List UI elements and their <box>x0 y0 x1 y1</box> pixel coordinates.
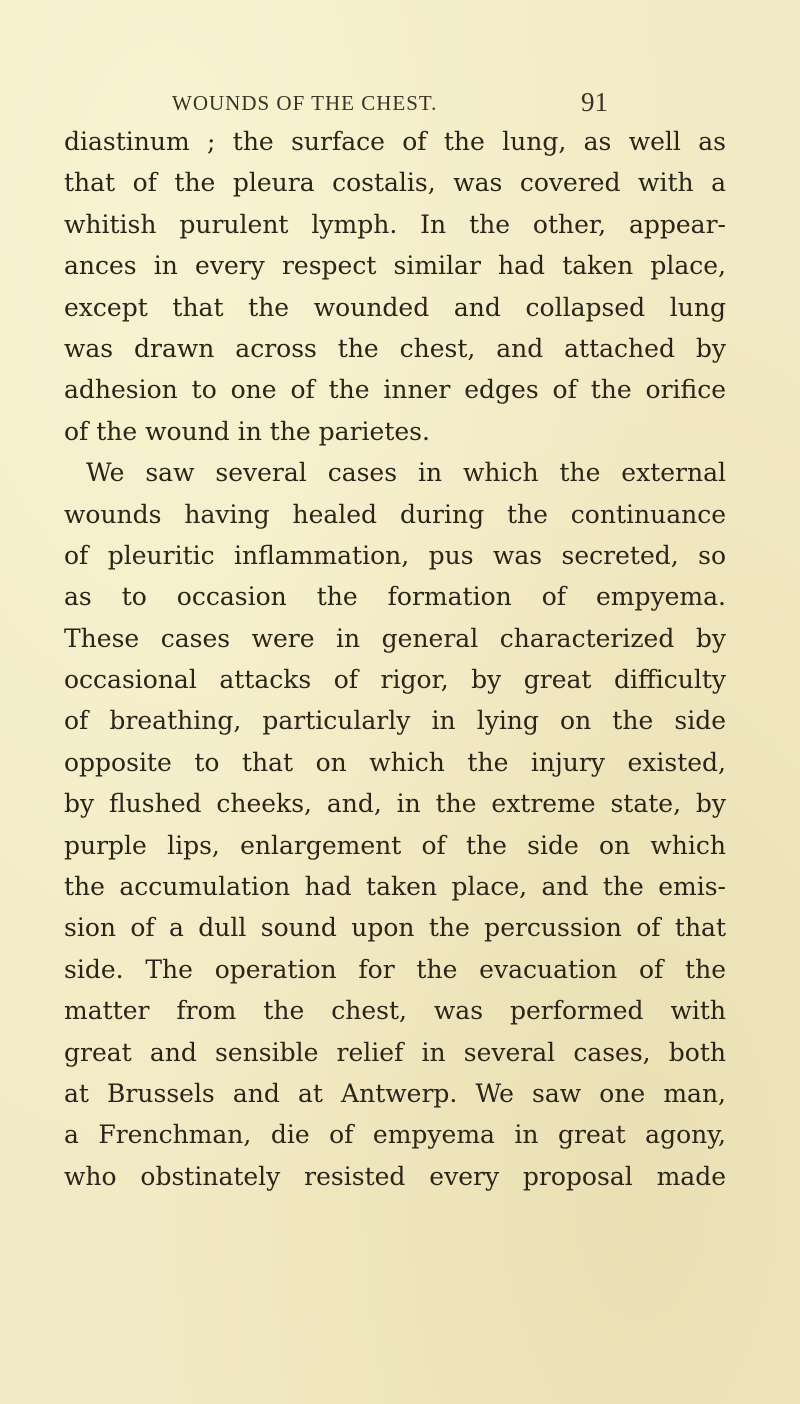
text-line: whitish purulent lymph. In the other, appear- <box>64 209 726 239</box>
paragraph-end-line: of the wound in the parietes. <box>64 416 430 446</box>
text-line: wounds having healed during the continuance <box>64 499 726 529</box>
page-number: 91 <box>581 87 608 117</box>
header-title: WOUNDS OF THE CHEST. <box>172 91 438 115</box>
text-line: matter from the chest, was performed with <box>64 996 726 1026</box>
body-text <box>64 121 726 1197</box>
text-line: side. The operation for the evacuation of the <box>64 954 726 984</box>
text-line: opposite to that on which the injury existed, <box>64 747 726 777</box>
text-line: except that the wounded and collapsed lung <box>64 292 726 322</box>
text-line: occasional attacks of rigor, by great difficulty <box>64 665 726 695</box>
text-line: was drawn across the chest, and attached by <box>64 333 726 363</box>
text-line: adhesion to one of the inner edges of the orifice <box>64 375 726 405</box>
text-line: sion of a dull sound upon the percussion of that <box>64 913 726 943</box>
running-head <box>0 88 800 118</box>
text-line: of pleuritic inflammation, pus was secreted, so <box>64 540 726 570</box>
text-line: purple lips, enlargement of the side on which <box>64 830 726 860</box>
paragraph-start-line: We saw several cases in which the external <box>86 458 726 488</box>
text-line: These cases were in general characterized by <box>64 623 726 653</box>
text-line: by flushed cheeks, and, in the extreme state, by <box>64 789 726 819</box>
text-line: the accumulation had taken place, and the emis- <box>64 872 726 902</box>
text-line: ances in every respect similar had taken place, <box>64 251 726 281</box>
text-line: of breathing, particularly in lying on the side <box>64 706 726 736</box>
text-line: a Frenchman, die of empyema in great agony, <box>64 1120 726 1150</box>
text-line: diastinum ; the surface of the lung, as well as <box>64 127 726 156</box>
text-line: at Brussels and at Antwerp. We saw one man, <box>64 1078 726 1108</box>
text-line: as to occasion the formation of empyema. <box>64 582 726 612</box>
text-line: who obstinately resisted every proposal made <box>64 1161 726 1191</box>
text-line: that of the pleura costalis, was covered with a <box>64 168 726 198</box>
text-line: great and sensible relief in several cases, both <box>64 1037 726 1067</box>
